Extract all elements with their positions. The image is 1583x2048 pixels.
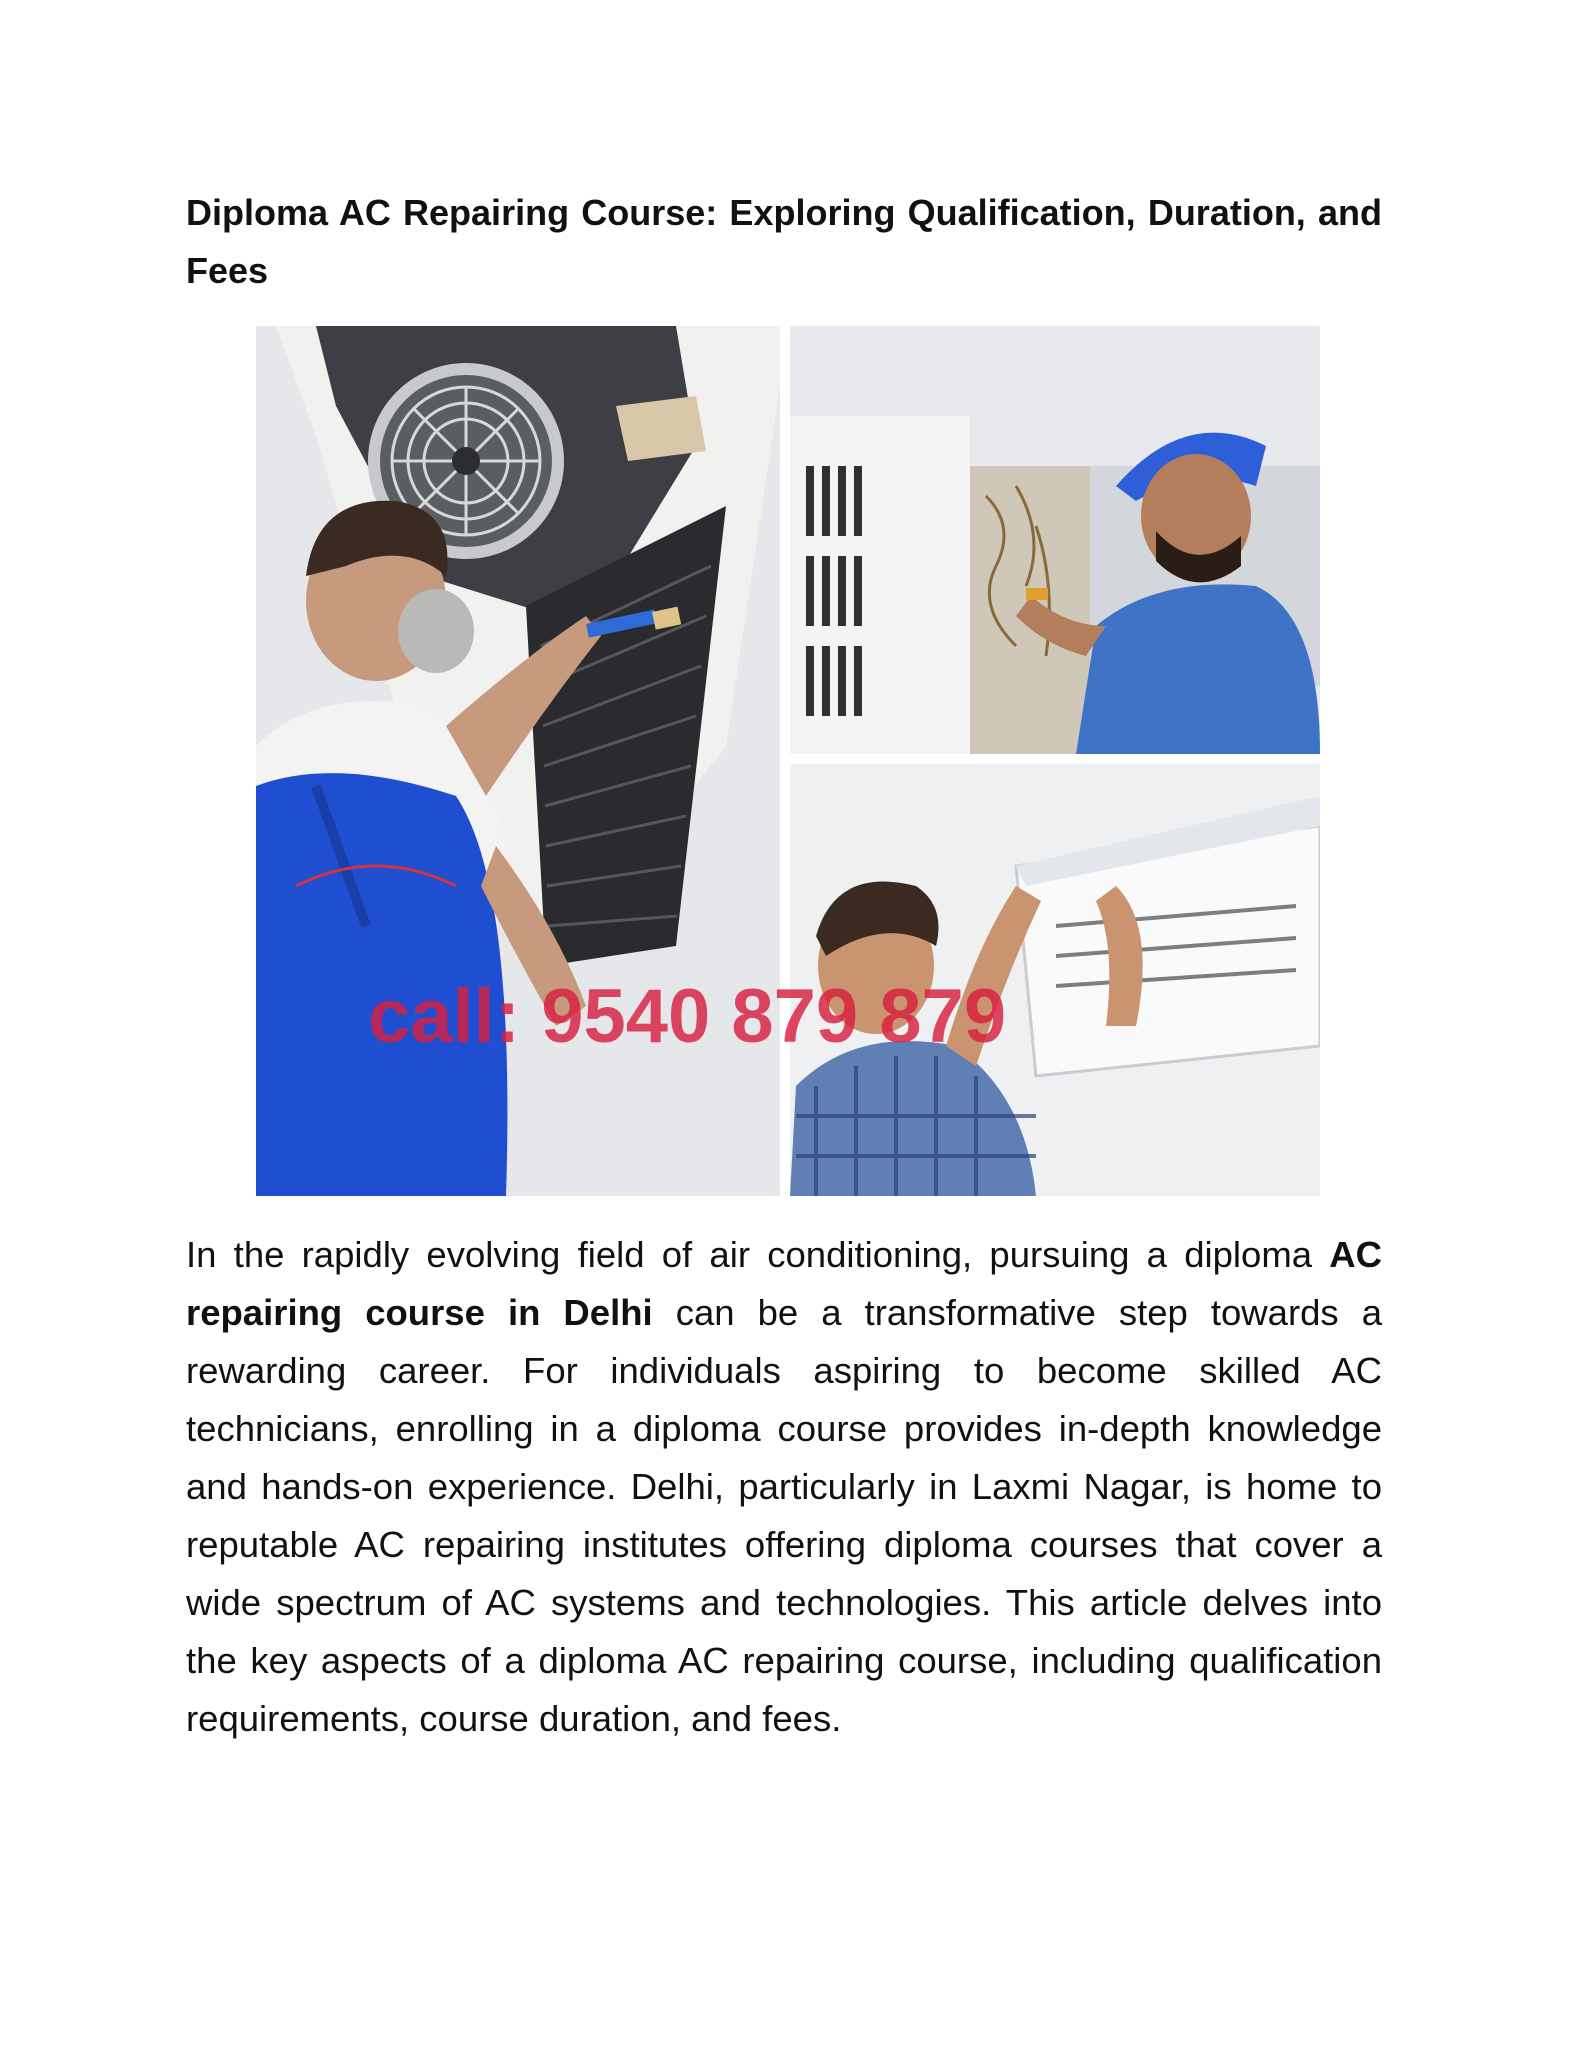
right-top-photo-outdoor-unit: [790, 326, 1320, 754]
left-photo-ceiling-ac-cleaning: [256, 326, 780, 1196]
intro-paragraph: [186, 1226, 1382, 1748]
phone-watermark: call: 9540 879 879: [368, 974, 1007, 1059]
intro-bold-keyword: AC repairing course in Delhi: [186, 1234, 1382, 1333]
page-title: Diploma AC Repairing Course: Exploring Qualification, Duration, and Fees: [186, 192, 1382, 291]
intro-text-1: In the rapidly evolving field of air conditioning, pursuing a diploma: [186, 1234, 1330, 1275]
intro-text-2: can be a transformative step towards a rewarding career. For individuals aspiring to become skilled AC technicians, enrolling in a diploma course provides in-depth knowledge and hands-on experience. Delhi, particularly in Laxmi Nagar, is home to reputable AC repairing institutes offering diploma courses that cover a wide spectrum of AC systems and technologies. This article delves into the key aspects of a diploma AC repairing course, including qualification requirements, course duration, and fees.: [186, 1292, 1382, 1739]
ac-technicians-photo-collage: [256, 326, 1320, 1196]
